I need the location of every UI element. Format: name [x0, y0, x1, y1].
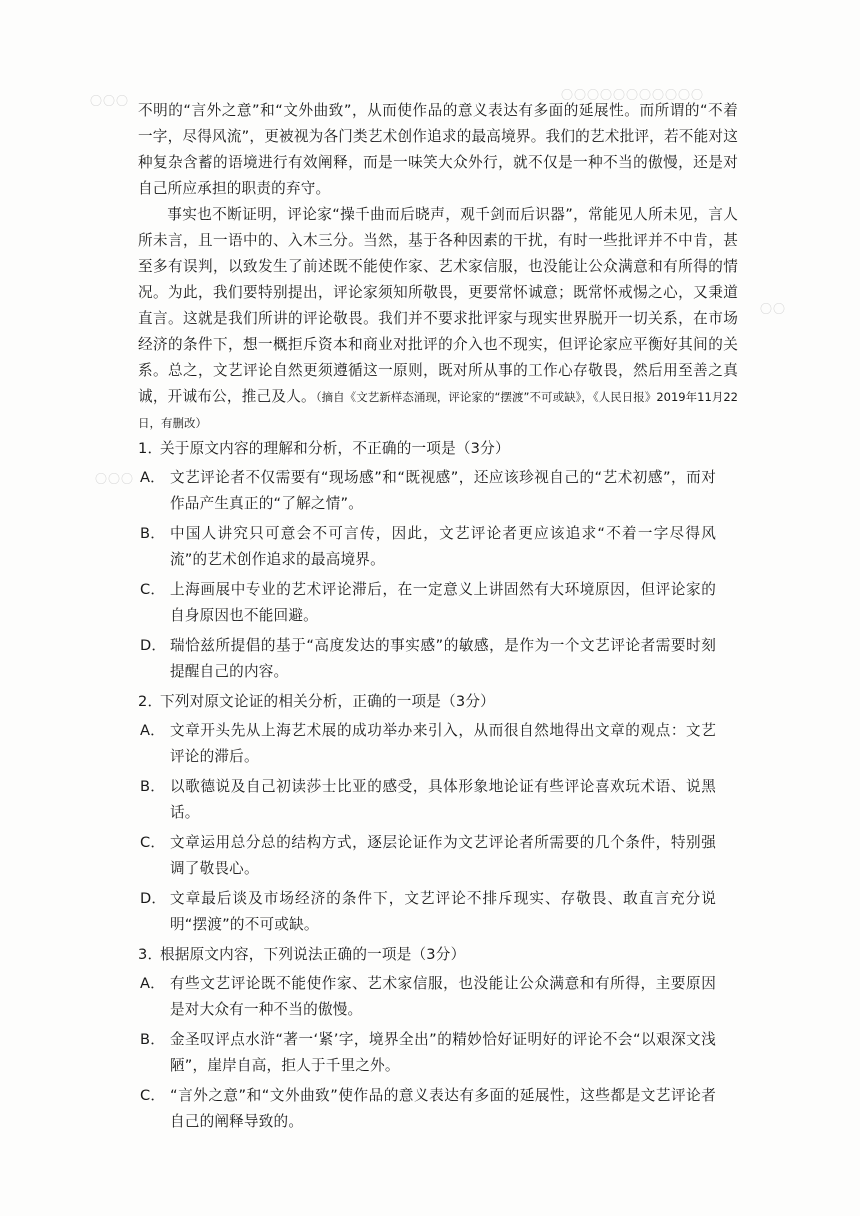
question-1 [138, 436, 738, 685]
option-list [138, 718, 738, 938]
option-text: 有些文艺评论既不能使作家、艺术家信服，也没能让公众满意和有所得，主要原因是对大众有一种不当的傲慢。 [170, 975, 716, 1018]
option-letter: B． [140, 778, 166, 795]
question-stem [138, 436, 738, 462]
option-letter: A． [140, 469, 165, 486]
option-text: 瑞恰兹所提倡的基于“高度发达的事实感”的敏感，是作为一个文艺评论者需要时刻提醒自己的内容。 [170, 637, 716, 680]
option-a[interactable] [138, 465, 738, 517]
option-a[interactable] [138, 718, 738, 770]
bleed-through-text: 〇〇〇〇〇〇〇〇〇〇〇 [560, 88, 704, 102]
option-a[interactable] [138, 971, 738, 1023]
option-letter: D． [140, 890, 167, 907]
option-c[interactable] [138, 577, 738, 629]
question-stem [138, 689, 738, 715]
option-d[interactable] [138, 886, 738, 938]
option-c[interactable] [138, 1083, 738, 1135]
option-letter: C． [140, 581, 166, 598]
source-citation: （摘自《文艺新样态涌现，评论家的“摆渡”不可或缺》，《人民日报》2019年11月22日，有删改） [138, 390, 738, 430]
passage-paragraph [138, 202, 738, 436]
option-c[interactable] [138, 830, 738, 882]
question-text: 下列对原文论证的相关分析，正确的一项是（3分） [160, 693, 495, 710]
option-text: 文艺评论者不仅需要有“现场感”和“既视感”，还应该珍视自己的“艺术初感”，而对作品产生真正的“了解之情”。 [170, 469, 716, 512]
option-letter: B． [140, 1031, 166, 1048]
question-text: 根据原文内容，下列说法正确的一项是（3分） [160, 946, 466, 963]
question-number: 1． [138, 440, 163, 457]
bleed-through-text: 〇〇〇 [95, 472, 135, 486]
option-b[interactable] [138, 1027, 738, 1079]
option-text: 上海画展中专业的艺术评论滞后，在一定意义上讲固然有大环境原因，但评论家的自身原因也不能回避。 [170, 581, 716, 624]
option-text: 以歌德说及自己初读莎士比亚的感受，具体形象地论证有些评论喜欢玩术语、说黑话。 [170, 778, 716, 821]
option-b[interactable] [138, 774, 738, 826]
option-list [138, 465, 738, 685]
question-stem [138, 942, 738, 968]
option-text: 中国人讲究只可意会不可言传，因此，文艺评论者更应该追求“不着一字尽得风流”的艺术创作追求的最高境界。 [170, 525, 716, 568]
option-letter: A． [140, 975, 165, 992]
option-text: 文章开头先从上海艺术展的成功举办来引入，从而很自然地得出文章的观点：文艺评论的滞后。 [170, 722, 716, 765]
option-text: “言外之意”和“文外曲致”使作品的意义表达有多面的延展性，这些都是文艺评论者自己的阐释导致的。 [170, 1087, 716, 1130]
bleed-through-text: 〇〇〇 [90, 94, 130, 108]
option-text: 金圣叹评点水浒“著一‘紧’字，境界全出”的精妙恰好证明好的评论不会“以艰深文浅陋”，崖岸自高，拒人于千里之外。 [170, 1031, 716, 1074]
option-letter: B． [140, 525, 166, 542]
option-text: 文章运用总分总的结构方式，逐层论证作为文艺评论者所需要的几个条件，特别强调了敬畏心。 [170, 834, 716, 877]
exam-content [138, 98, 738, 1139]
question-text: 关于原文内容的理解和分析，不正确的一项是（3分） [160, 440, 510, 457]
option-list [138, 971, 738, 1135]
option-d[interactable] [138, 633, 738, 685]
option-letter: A． [140, 722, 165, 739]
question-2 [138, 689, 738, 938]
option-letter: C． [140, 834, 166, 851]
question-number: 3． [138, 946, 163, 963]
passage-paragraph-text: 事实也不断证明，评论家“操千曲而后晓声，观千剑而后识器”，常能见人所未见，言人所未言，且一语中的、入木三分。当然，基于各种因素的干扰，有时一些批评并不中肯，甚至多有误判，以致发生了前述既不能使作家、艺术家信服，也没能让公众满意和有所得的情况。为此，我们要特别提出，评论家须知所敬畏，更要常怀诚意；既常怀戒惕之心，又秉道直言。这就是我们所讲的评论敬畏。我们并不要求批评家与现实世界脱开一切关系，在市场经济的条件下，想一概拒斥资本和商业对批评的介入也不现实，但评论家应平衡好其间的关系。总之，文艺评论自然更须遵循这一原则，既对所从事的工作心存敬畏，然后用至善之真诚，开诚布公，推己及人。 [138, 206, 738, 405]
option-letter: C． [140, 1087, 166, 1104]
question-3 [138, 942, 738, 1135]
passage-paragraph: 不明的“言外之意”和“文外曲致”，从而使作品的意义表达有多面的延展性。而所谓的“不着一字，尽得风流”，更被视为各门类艺术创作追求的最高境界。我们的艺术批评，若不能对这种复杂含蓄的语境进行有效阐释，而是一味笑大众外行，就不仅是一种不当的傲慢，还是对自己所应承担的职责的弃守。 [138, 102, 738, 197]
option-letter: D． [140, 637, 167, 654]
bleed-through-text: 〇〇 [760, 302, 787, 316]
option-text: 文章最后谈及市场经济的条件下，文艺评论不排斥现实、存敬畏、敢直言充分说明“摆渡”的不可或缺。 [170, 890, 716, 933]
option-b[interactable] [138, 521, 738, 573]
question-number: 2． [138, 693, 163, 710]
